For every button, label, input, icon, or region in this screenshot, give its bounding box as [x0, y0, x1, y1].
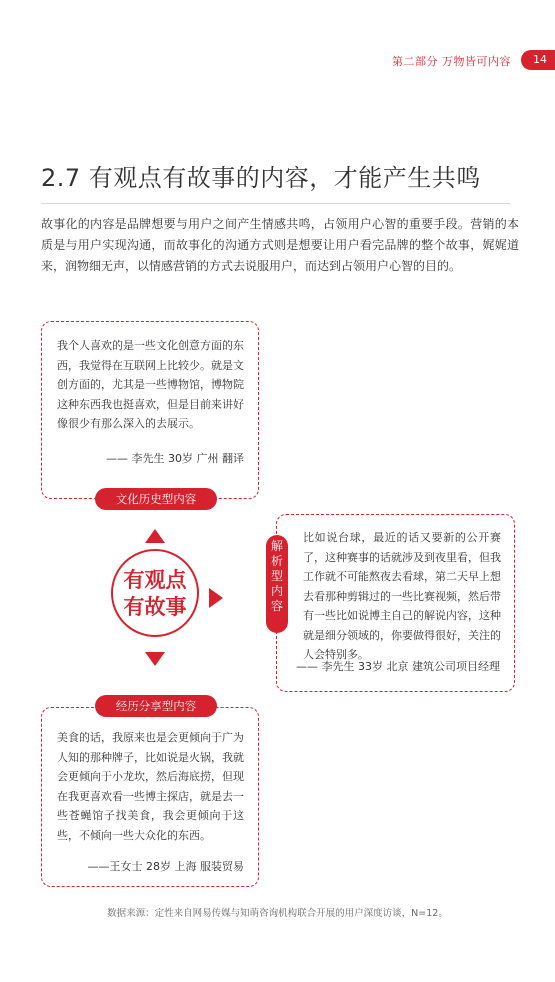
- category-char: 解: [270, 539, 283, 553]
- quote-attribution: ——王女士 28岁 上海 服装贸易: [87, 860, 244, 873]
- page-title: 2.7 有观点有故事的内容，才能产生共鸣: [41, 164, 481, 192]
- quote-text: 比如说台球，最近的话又要新的公开赛了，这种赛事的话就涉及到夜里看，但我工作就不可能熬夜去看球，第二天早上想去看那种剪辑过的一些比赛视频，然后带有一些比如说博主自己的解说内容，这种就是细分领域的，你要做得很好，关注的人会特别多。: [303, 531, 501, 661]
- center-label-line1: 有观点: [123, 568, 187, 592]
- data-source-note: 数据来源：定性来自网易传媒与知萌咨询机构联合开展的用户深度访谈，N=12。: [107, 908, 448, 919]
- page-number-badge: 14: [521, 50, 555, 70]
- category-char: 型: [270, 569, 283, 583]
- quote-card-experience: [41, 707, 259, 887]
- category-char: 容: [270, 599, 283, 613]
- category-char: 内: [270, 584, 283, 598]
- quote-attribution: —— 李先生 30岁 广州 翻译: [106, 452, 244, 465]
- category-pill-analysis: [266, 535, 288, 633]
- title-divider: [41, 203, 510, 204]
- intro-paragraph: 故事化的内容是品牌想要与用户之间产生情感共鸣，占领用户心智的重要手段。营销的本质是与用户实现沟通，而故事化的沟通方式则是想要让用户看完品牌的整个故事，娓娓道来，润物细无声，以情感营销的方式去说服用户，而达到占领用户心智的目的。: [41, 217, 519, 273]
- quote-text: 美食的话，我原来也是会更倾向于广为人知的那种牌子，比如说是火锅，我就会更倾向于小龙坎，然后海底捞，但现在我更喜欢看一些博主探店，就是去一些苍蝇馆子找美食，我会更倾向于这些，不倾向一些大众化的东西。: [57, 731, 244, 842]
- quote-attribution: —— 李先生 33岁 北京 建筑公司项目经理: [296, 660, 500, 673]
- arrow-down-icon: [145, 652, 165, 666]
- arrow-right-icon: [209, 588, 223, 608]
- quote-card-culture: [41, 321, 259, 499]
- arrow-up-icon: [145, 529, 165, 543]
- category-char: 析: [270, 554, 283, 568]
- quote-text: 我个人喜欢的是一些文化创意方面的东西，我觉得在互联网上比较少。就是文创方面的，尤其是一些博物馆，博物院这种东西我也挺喜欢，但是目前来讲好像很少有那么深入的去展示。: [57, 339, 244, 430]
- quote-card-analysis: [276, 514, 515, 692]
- category-pill-culture: 文化历史型内容: [95, 488, 217, 510]
- center-label-line2: 有故事: [123, 595, 187, 619]
- center-concept-circle: [111, 549, 199, 637]
- category-pill-experience: 经历分享型内容: [95, 695, 217, 717]
- section-header: 第二部分 万物皆可内容: [392, 55, 511, 68]
